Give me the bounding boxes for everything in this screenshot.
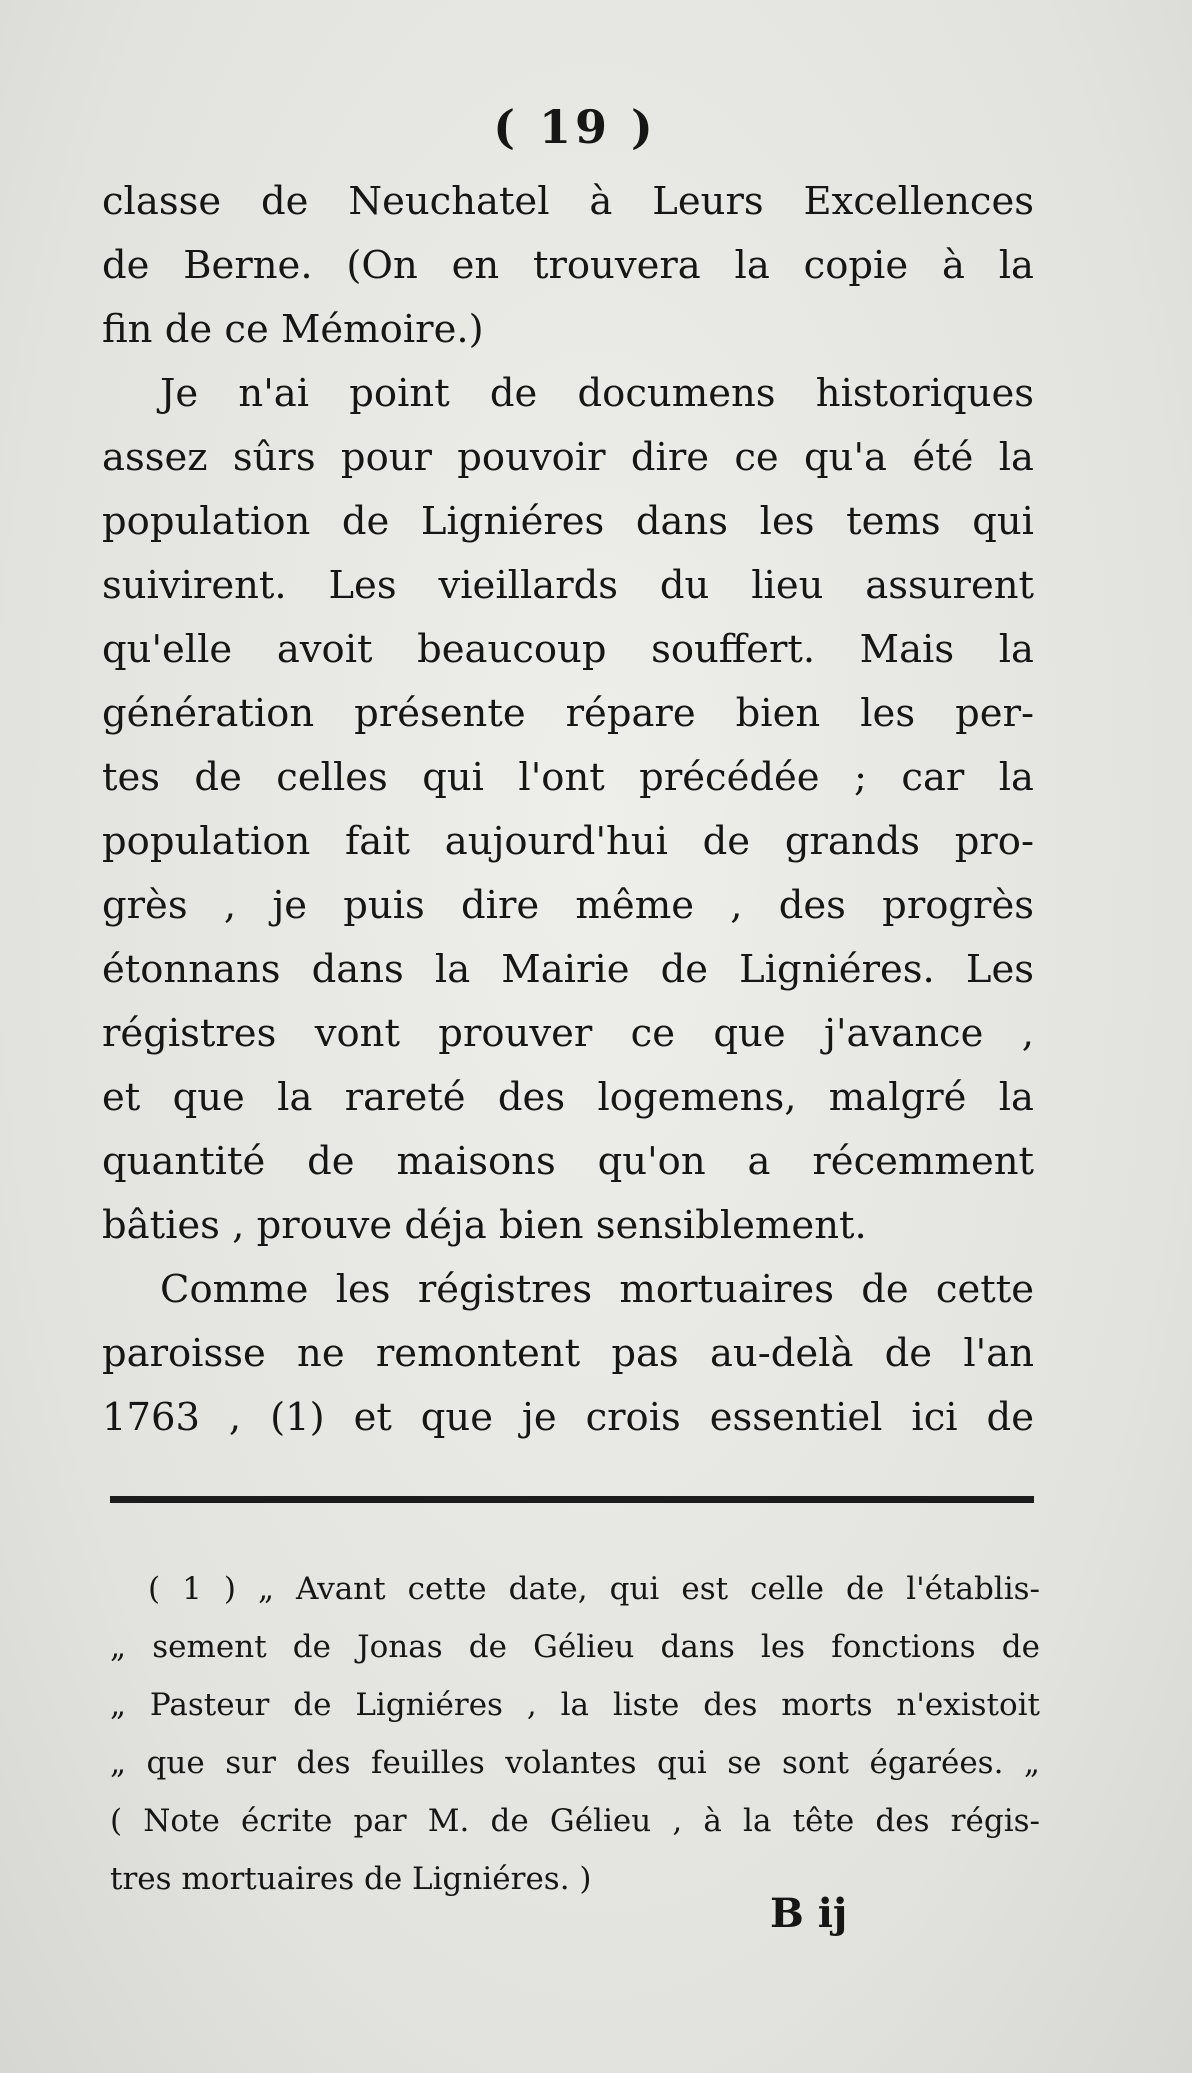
body-line: grès , je puis dire même , des progrès <box>102 883 1034 928</box>
footnote-line: „ que sur des feuilles volantes qui se sont égarées. „ <box>110 1745 1040 1781</box>
body-text <box>102 170 1034 1450</box>
body-line: et que la rareté des logemens, malgré la <box>102 1075 1034 1120</box>
body-line: régistres vont prouver ce que j'avance , <box>102 1011 1034 1056</box>
footnote-line: tres mortuaires de Ligniéres. ) <box>110 1861 592 1897</box>
body-line: bâties , prouve déja bien sensiblement. <box>102 1203 867 1248</box>
footnote-line: ( 1 ) „ Avant cette date, qui est celle de l'établis- <box>148 1571 1040 1607</box>
body-line: fin de ce Mémoire.) <box>102 307 484 352</box>
body-line: suivirent. Les vieillards du lieu assurent <box>102 563 1034 608</box>
body-line: Comme les régistres mortuaires de cette <box>160 1267 1034 1312</box>
footnote-line: „ sement de Jonas de Gélieu dans les fonctions de <box>110 1629 1040 1665</box>
body-line: assez sûrs pour pouvoir dire ce qu'a été la <box>102 435 1034 480</box>
body-line: tes de celles qui l'ont précédée ; car la <box>102 755 1034 800</box>
signature-mark: B ij <box>770 1890 848 1937</box>
body-line: étonnans dans la Mairie de Ligniéres. Les <box>102 947 1034 992</box>
page-number: ( 19 ) <box>493 100 657 154</box>
body-line: de Berne. (On en trouvera la copie à la <box>102 243 1034 288</box>
footnote <box>110 1560 1040 1908</box>
body-line: génération présente répare bien les per- <box>102 691 1034 736</box>
body-line: population de Ligniéres dans les tems qui <box>102 499 1034 544</box>
body-line: quantité de maisons qu'on a récemment <box>102 1139 1034 1184</box>
body-line: 1763 , (1) et que je crois essentiel ici de <box>102 1395 1034 1440</box>
body-line: paroisse ne remontent pas au-delà de l'an <box>102 1331 1034 1376</box>
footnote-line: „ Pasteur de Ligniéres , la liste des morts n'existoit <box>110 1687 1040 1723</box>
footnote-divider <box>110 1496 1034 1503</box>
body-line: classe de Neuchatel à Leurs Excellences <box>102 179 1034 224</box>
body-line: population fait aujourd'hui de grands pro- <box>102 819 1034 864</box>
body-line: qu'elle avoit beaucoup souffert. Mais la <box>102 627 1034 672</box>
footnote-line: ( Note écrite par M. de Gélieu , à la tête des régis- <box>110 1803 1040 1839</box>
body-line: Je n'ai point de documens historiques <box>160 371 1034 416</box>
